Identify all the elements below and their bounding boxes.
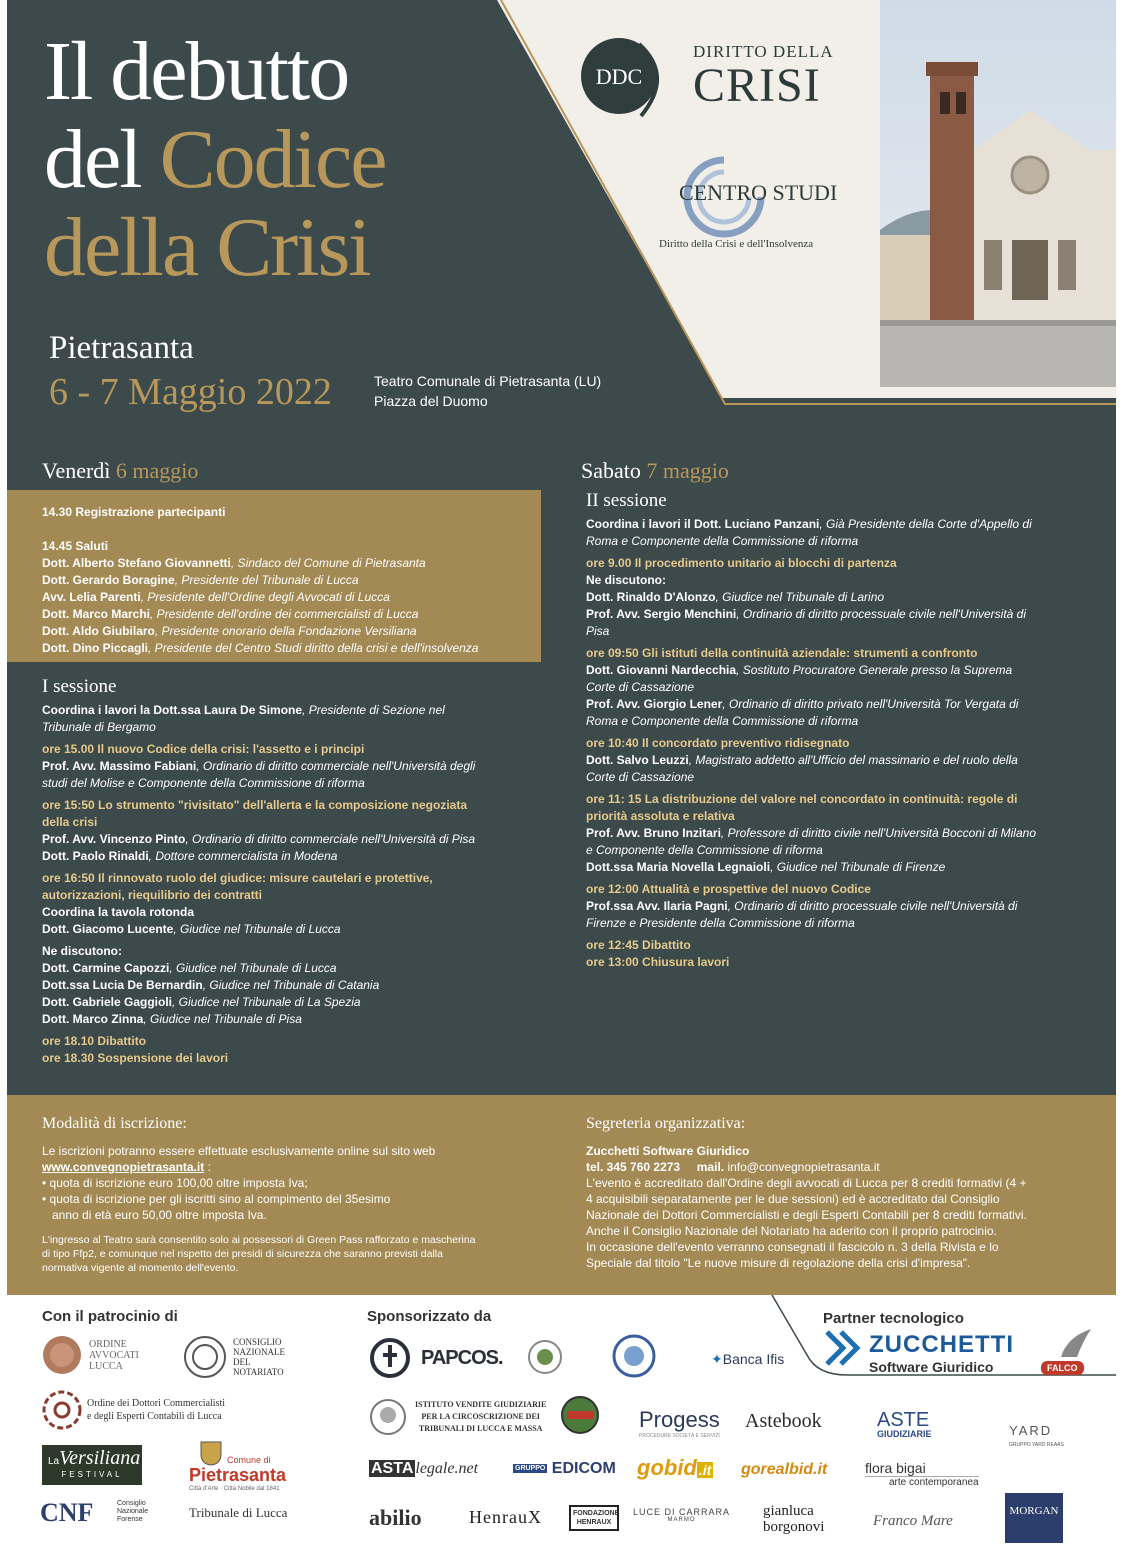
falco-logo: FALCO: [1041, 1361, 1084, 1375]
odcec-flower-icon: [42, 1390, 82, 1430]
agenda-item: ore 16:50 Il rinnovato ruolo del giudice: misure cautelari e protettive,: [42, 871, 433, 885]
ddc-logo-icon: [579, 34, 675, 120]
luce-di-carrara-logo: LUCE DI CARRARA MARMO: [633, 1507, 731, 1523]
sponsored-heading: Sponsorizzato da: [367, 1308, 492, 1325]
gianluca-borgonovi-logo: gianluca borgonovi: [763, 1503, 825, 1535]
cnf-logo: CNF: [40, 1498, 94, 1527]
falco-bird-icon: [1057, 1327, 1093, 1361]
ivg-lucca-crest-icon: [369, 1395, 407, 1439]
program: [7, 438, 1116, 1095]
session-title: I sessione: [42, 676, 117, 697]
header: [7, 0, 1116, 438]
fondazione-henraux-logo: FONDAZIONE HENRAUX: [569, 1505, 619, 1531]
aste-giudiziarie-logo: ASTE GIUDIZIARIE: [877, 1409, 932, 1439]
papcos-logo: PAPCOS.: [421, 1347, 503, 1369]
agenda-item: ore 10:40 Il concordato preventivo ridisegnato: [586, 736, 850, 750]
notariato-logo: CONSIGLIO NAZIONALE DEL NOTARIATO: [233, 1337, 285, 1377]
centro-studi-title: CENTRO STUDI: [679, 180, 838, 205]
astebook-logo: Astebook: [745, 1410, 822, 1432]
versiliana-logo: LaVersiliana FESTIVAL: [42, 1445, 142, 1485]
registration-site-link[interactable]: www.convegnopietrasanta.it: [42, 1160, 205, 1174]
svg-text:DDC: DDC: [595, 64, 643, 89]
greeter-row: Dott. Gerardo Boragine, Presidente del Tribunale di Lucca: [42, 573, 359, 587]
agenda-item: ore 9.00 Il procedimento unitario ai blocchi di partenza: [586, 556, 897, 570]
event-title: Il debutto del Codice della Crisi: [44, 25, 386, 294]
greeter-row: Dott. Alberto Stefano Giovannetti, Sindaco del Comune di Pietrasanta: [42, 556, 426, 570]
greeter-row: Avv. Lelia Parenti, Presidente dell'Ordine degli Avvocati di Lucca: [42, 590, 390, 604]
agenda-item: ore 15.00 Il nuovo Codice della crisi: l'assetto e i principi: [42, 742, 365, 756]
email-link[interactable]: info@convegnopietrasanta.it: [724, 1160, 880, 1174]
odcec-logo: Ordine dei Dottori Commercialisti e degli Esperti Contabili di Lucca: [87, 1398, 226, 1422]
comune-pietrasanta-logo: Comune di Pietrasanta Città d'Arte · Città Nobile dal 1841: [189, 1455, 287, 1492]
cathedral-photo: [880, 0, 1116, 387]
greeter-row: Dott. Marco Marchi, Presidente dell'ordine dei commercialisti di Lucca: [42, 607, 419, 621]
association-badge-icon: [612, 1333, 656, 1379]
astalegale-badge-icon: [557, 1395, 603, 1435]
sponsors-section: [7, 1295, 1116, 1555]
agenda-item: ore 09:50 Gli istituti della continuità aziendale: strumenti a confronto: [586, 646, 978, 660]
ordine-avvocati-coin-icon: [42, 1335, 82, 1375]
registration-info: Modalità di iscrizione: Le iscrizioni potranno essere effettuate esclusivamente online sul sito web www.convegnopietrasanta.it : • quota di iscrizione euro 100,00 oltre imposta Iva; • quota di iscrizione per gli iscritti sino al compimento del 35esimo anno di età euro 50,00 oltre imposta Iva. L'ingresso al Teatro sarà consentito solo ai possessori di Green Pass rafforzato e mascherina di tipo Ffp2, e comunque nel rispetto dei presidi di sicurezza che saranno previsti dalla normativa vigente al momento dell'evento.: [42, 1115, 476, 1274]
friday-heading: Venerdì 6 maggio: [42, 458, 199, 483]
event-dates: 6 - 7 Maggio 2022: [49, 371, 332, 413]
ddc-logo-text-small: DIRITTO DELLA: [693, 42, 834, 61]
zucchetti-arrows-icon: [825, 1330, 861, 1366]
zucchetti-logo: ZUCCHETTI: [869, 1331, 1014, 1358]
event-city: Pietrasanta: [49, 330, 194, 366]
astalegale-logo: ASTA legale.net: [371, 1460, 479, 1477]
ivg-lucca-logo: ISTITUTO VENDITE GIUDIZIARIE PER LA CIRCOSCRIZIONE DEI TRIBUNALI DI LUCCA E MASSA: [415, 1400, 547, 1433]
greeter-row: Dott. Aldo Giubilaro, Presidente onorario della Fondazione Versiliana: [42, 624, 417, 638]
saturday-session: II sessione Coordina i lavori il Dott. Luciano Panzani, Già Presidente della Corte d'Appello di Roma e Componente della Commissione di riforma ore 9.00 Il procedimento unitario ai blocchi di partenza Ne discutono: Dott. Rinaldo D'Alonzo, Giudice nel Tribunale di Larino Prof. Avv. Sergio Menchini, Ordinario di diritto processuale civile nell'Università di Pisa ore 09:50 Gli istituti della continuità aziendale: strumenti a confronto Dott. Giovanni Nardecchia, Sostituto Procuratore Generale presso la Suprema Corte di Cassazione Prof. Avv. Giorgio Lener, Ordinario di diritto privato nell'Università Tor Vergata di Roma e Componente della Commissione di riforma ore 10:40 Il concordato preventivo ridisegnato Dott. Salvo Leuzzi, Magistrato addetto all'Ufficio del massimario e del ruolo della Corte di Cassazione ore 11: 15 La distribuzione del valore nel concordato in continuità: regole di priorità assoluta e relativa Prof. Avv. Bruno Inzitari, Professore di diritto civile nell'Università Bocconi di Milano e Componente della Commissione di riforma Dott.ssa Maria Novella Legnaioli, Giudice nel Tribunale di Firenze ore 12:00 Attualità e prospettive del nuovo Codice Prof.ssa Avv. Ilaria Pagni, Ordinario di diritto processuale civile nell'Università di Firenze e Presidente della Commissione di riforma ore 12:45 Dibattito ore 13:00 Chiusura lavori: [586, 490, 1091, 971]
progess-logo: Progess PROCEDURE SOCIETÀ E SERVIZI: [639, 1407, 720, 1439]
saturday-heading: Sabato 7 maggio: [581, 458, 729, 483]
event-venue: Teatro Comunale di Pietrasanta (LU) Piazza del Duomo: [374, 373, 602, 409]
ordine-avvocati-logo: ORDINE AVVOCATI LUCCA: [89, 1339, 139, 1372]
notariato-seal-icon: [183, 1335, 227, 1379]
secretariat-info: Segreteria organizzativa: Zucchetti Software Giuridico tel. 345 760 2273 mail. info@convegnopietrasanta.it L'evento è accreditato dall'Ordine degli avvocati di Lucca per 8 crediti formativi (4 + 4 acquisibili separatamente per le due sessioni) ed è accreditato dal Consiglio Nazionale dei Dottori Commercialisti e degli Esperti Contabili per 8 crediti formativi. Anche il Consiglio Nazionale del Notariato ha aderito con il proprio patrocinio. In occasione dell'evento verranno consegnati il fascicolo n. 3 della Rivista e lo Speciale dal titolo "Le nuove misure di regolazione della crisi d'impresa".: [586, 1115, 1027, 1270]
patronage-heading: Con il patrocinio di: [42, 1308, 178, 1325]
flora-bigai-logo: flora bigai arte contemporanea: [865, 1460, 979, 1488]
agenda-item: ore 12:00 Attualità e prospettive del nuovo Codice: [586, 882, 871, 896]
morgan-logo: MORGAN: [1005, 1493, 1063, 1543]
edicom-logo: GRUPPO EDICOM: [515, 1460, 616, 1477]
papcos-mark-icon: [369, 1337, 411, 1379]
poster: [7, 0, 1116, 1555]
greeter-row: Dott. Dino Piccagli, Presidente del Centro Studi diritto della crisi e dell'insolvenza: [42, 641, 479, 655]
yard-logo: YARD GRUPPO YARD REAAS: [1009, 1423, 1064, 1448]
abilio-logo: abilio: [369, 1505, 422, 1530]
zucchetti-subtitle: Software Giuridico: [869, 1359, 994, 1375]
ddc-logo-text-big: CRISI: [693, 59, 821, 112]
agenda-item: ore 11: 15 La distribuzione del valore nel concordato in continuità: regole di: [586, 792, 1018, 806]
tribunale-lucca-logo: Tribunale di Lucca: [189, 1505, 288, 1520]
centro-studi-subtitle: Diritto della Crisi e dell'Insolvenza: [659, 238, 814, 250]
cnf-subtitle: Consiglio Nazionale Forense: [117, 1500, 149, 1523]
opening-block: 14.30 Registrazione partecipanti 14.45 Saluti Dott. Alberto Stefano Giovannetti, Sindaco del Comune di Pietrasanta Dott. Gerardo Boragine, Presidente del Tribunale di Lucca Avv. Lelia Parenti, Presidente dell'Ordine degli Avvocati di Lucca Dott. Marco Marchi, Presidente dell'ordine dei commercialisti di Lucca Dott. Aldo Giubilaro, Presidente onorario della Fondazione Versiliana Dott. Dino Piccagli, Presidente del Centro Studi diritto della crisi e dell'insolvenza: [7, 490, 541, 662]
friday-session: I sessione Coordina i lavori la Dott.ssa Laura De Simone, Presidente di Sezione nel Tribunale di Bergamo ore 15.00 Il nuovo Codice della crisi: l'assetto e i principi Prof. Avv. Massimo Fabiani, Ordinario di diritto commerciale nell'Università degli studi del Molise e Componente della Commissione di riforma ore 15:50 Lo strumento "rivisitato" dell'allerta e la composizione negoziata della crisi Prof. Avv. Vincenzo Pinto, Ordinario di diritto commerciale nell'Università di Pisa Dott. Paolo Rinaldi, Dottore commercialista in Modena ore 16:50 Il rinnovato ruolo del giudice: misure cautelari e protettive, autorizzazioni, riequilibrio dei contratti Coordina la tavola rotonda Dott. Giacomo Lucente, Giudice nel Tribunale di Lucca Ne discutono: Dott. Carmine Capozzi, Giudice nel Tribunale di Lucca Dott.ssa Lucia De Bernardin, Giudice nel Tribunale di Catania Dott. Gabriele Gaggioli, Giudice nel Tribunale di La Spezia Dott. Marco Zinna, Giudice nel Tribunale di Pisa ore 18.10 Dibattito ore 18.30 Sospensione dei lavori: [42, 676, 542, 1067]
session-title: II sessione: [586, 490, 667, 511]
partner-heading: Partner tecnologico: [823, 1310, 964, 1327]
registration-band: [7, 1095, 1116, 1295]
ivg-badge-icon: [527, 1335, 563, 1379]
henraux-logo: HenrauX: [469, 1507, 542, 1527]
gorealbid-logo: gorealbid.it: [741, 1461, 828, 1478]
agenda-item: ore 15:50 Lo strumento "rivisitato" dell'allerta e la composizione negoziata: [42, 798, 468, 812]
banca-ifis-logo: ✦Banca Ifis: [711, 1351, 785, 1367]
franco-mare-logo: Franco Mare: [873, 1513, 953, 1529]
gobid-logo: gobid .it: [637, 1455, 712, 1480]
